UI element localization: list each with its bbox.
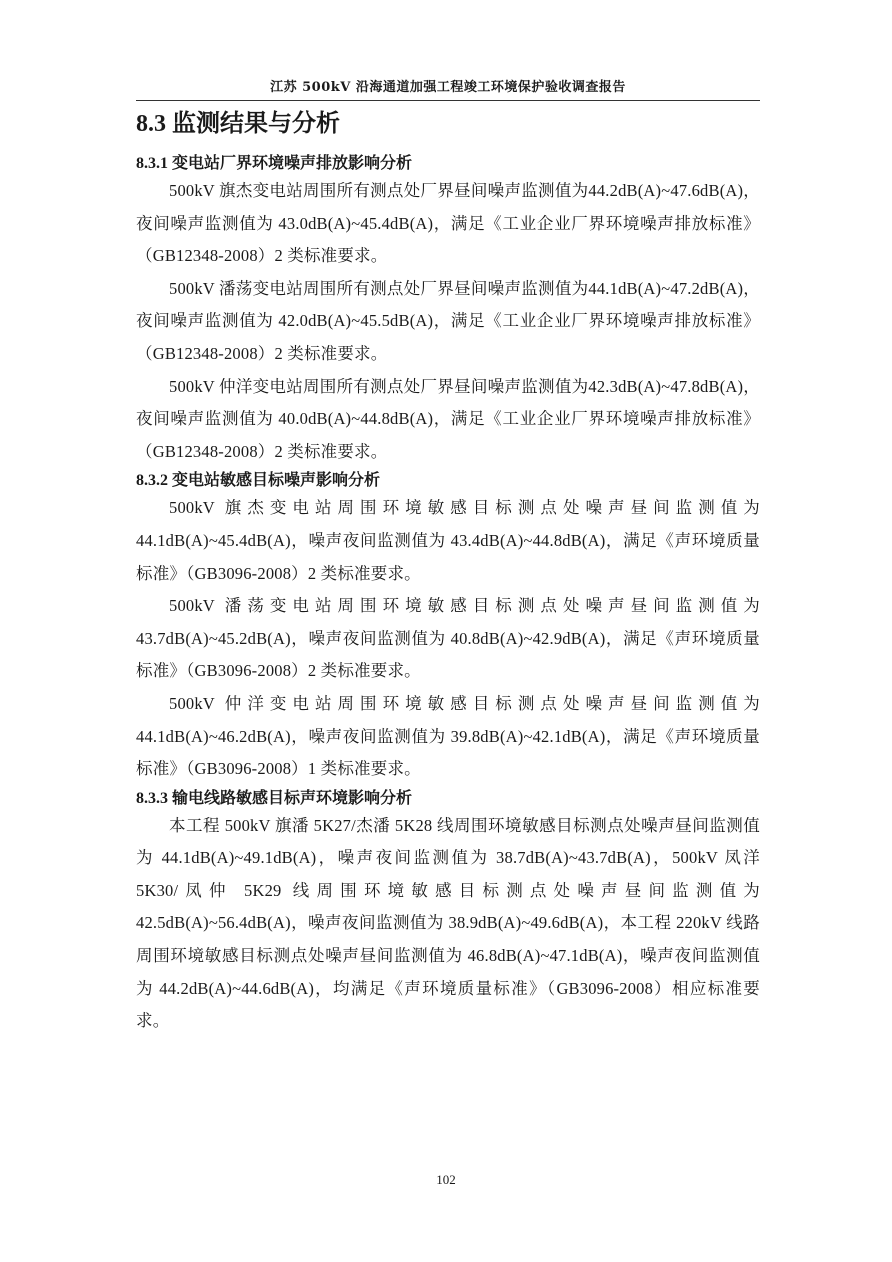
paragraph: 本工程 500kV 旗潘 5K27/杰潘 5K28 线周围环境敏感目标测点处噪声昼间监测值为 44.1dB(A)~49.1dB(A)，噪声夜间监测值为 38.7dB(A)~43.7dB(A)，500kV 凤洋 5K30/凤仲 5K29 线周围环境敏感目标测点处噪声昼间监测值为42.5dB(A)~56.4dB(A)，噪声夜间监测值为 38.9dB(A)~49.6dB(A)，本工程 220kV 线路周围环境敏感目标测点处噪声昼间监测值为 46.8dB(A)~47.1dB(A)，噪声夜间监测值为 44.2dB(A)~44.6dB(A)，均满足《声环境质量标准》（GB3096-2008）相应标准要求。 [136, 815, 760, 1031]
paragraph: 500kV 仲洋变电站周围所有测点处厂界昼间噪声监测值为42.3dB(A)~47.8dB(A)，夜间噪声监测值为 40.0dB(A)~44.8dB(A)，满足《工业企业厂界环境噪声排放标准》（GB12348-2008）2 类标准要求。 [136, 376, 760, 461]
subsection-title: 8.3.1 变电站厂界环境噪声排放影响分析 [136, 155, 413, 172]
paragraph: 500kV 潘荡变电站周围环境敏感目标测点处噪声昼间监测值为43.7dB(A)~45.2dB(A)，噪声夜间监测值为 40.8dB(A)~42.9dB(A)，满足《声环境质量标准》（GB3096-2008）2 类标准要求。 [136, 596, 760, 681]
paragraph: 500kV 旗杰变电站周围环境敏感目标测点处噪声昼间监测值为44.1dB(A)~45.4dB(A)，噪声夜间监测值为 43.4dB(A)~44.8dB(A)，满足《声环境质量标准》（GB3096-2008）2 类标准要求。 [136, 498, 760, 583]
subsection-8-3-3 [136, 788, 760, 1038]
subsection-title: 8.3.2 变电站敏感目标噪声影响分析 [136, 472, 381, 490]
section-title: 8.3 监测结果与分析 [136, 111, 340, 137]
paragraph: 500kV 仲洋变电站周围环境敏感目标测点处噪声昼间监测值为44.1dB(A)~46.2dB(A)，噪声夜间监测值为 39.8dB(A)~42.1dB(A)，满足《声环境质量标准》（GB3096-2008）1 类标准要求。 [136, 693, 760, 779]
paragraph: 500kV 潘荡变电站周围所有测点处厂界昼间噪声监测值为44.1dB(A)~47.2dB(A)，夜间噪声监测值为 42.0dB(A)~45.5dB(A)，满足《工业企业厂界环境噪声排放标准》（GB12348-2008）2 类标准要求。 [136, 278, 760, 363]
page-content [136, 107, 760, 1038]
subsection-8-3-2 [136, 470, 760, 785]
running-header: 江苏 500kV 沿海通道加强工程竣工环境保护验收调查报告 [136, 76, 760, 101]
subsection-8-3-1 [136, 153, 760, 468]
paragraph: 500kV 旗杰变电站周围所有测点处厂界昼间噪声监测值为44.2dB(A)~47.6dB(A)，夜间噪声监测值为 43.0dB(A)~45.4dB(A)，满足《工业企业厂界环境噪声排放标准》（GB12348-2008）2 类标准要求。 [136, 181, 760, 266]
subsection-title: 8.3.3 输电线路敏感目标声环境影响分析 [136, 789, 413, 807]
page-number: 102 [436, 1172, 456, 1187]
